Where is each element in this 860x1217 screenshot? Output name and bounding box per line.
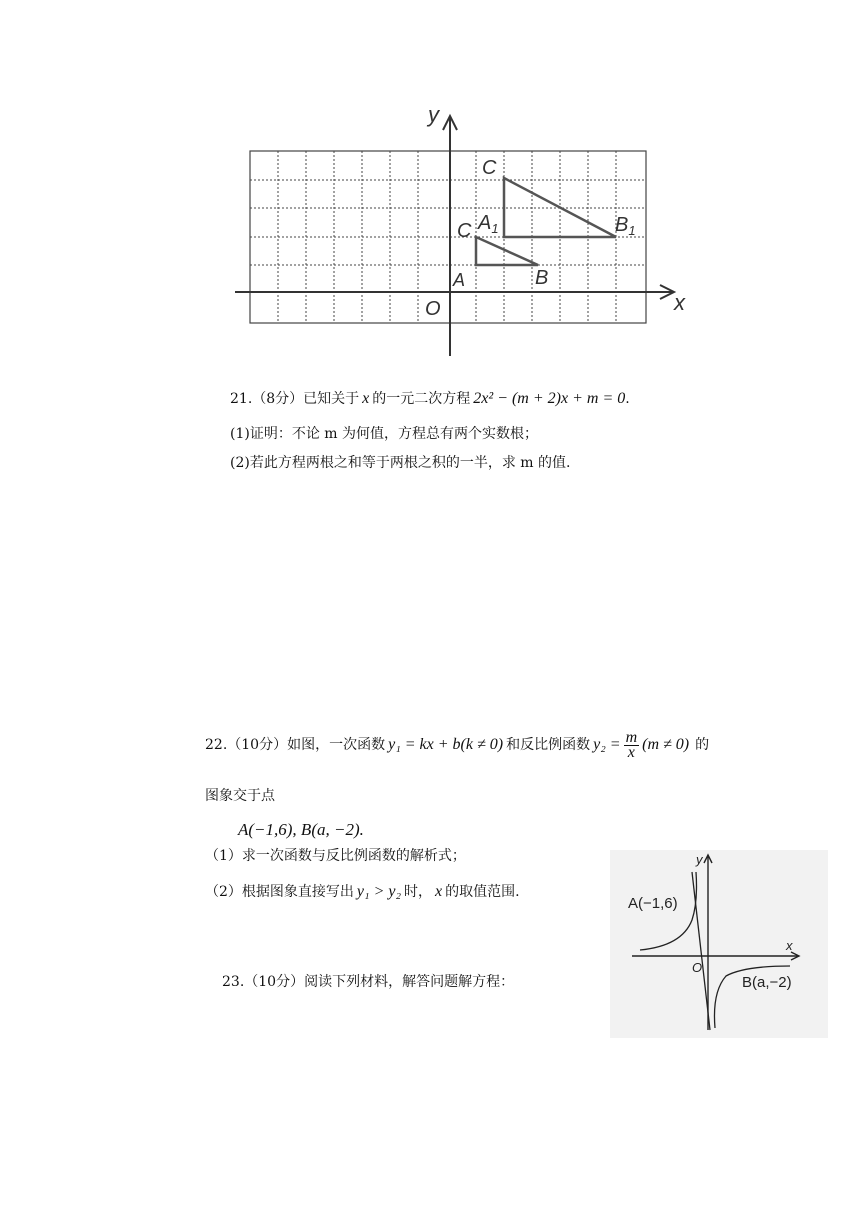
q22-fraction: $\frac{m}{x}$ — [625, 728, 638, 761]
function-graph — [610, 850, 828, 1038]
q21-equation: 2x² − (m + 2)x + m = 0 — [473, 390, 626, 407]
label-origin: O — [425, 298, 441, 320]
q23-stem: 23.（10分）阅读下列材料，解答问题解方程： — [222, 974, 515, 990]
q21-part2: (2)若此方程两根之和等于两根之积的一半，求 m 的值. — [230, 455, 571, 471]
graph-label-b: B(a,−2) — [742, 974, 792, 991]
label-b: B — [535, 267, 549, 289]
q22-part2: （2）根据图象直接写出 y₁ > y₂ 时， x 的取值范围. — [205, 883, 520, 900]
q21-part1: (1)证明：不论 m 为何值，方程总有两个实数根； — [230, 426, 539, 442]
q21-stem: 21.（8分）已知关于 x 的一元二次方程 2x² − (m + 2)x + m = 0. — [230, 390, 630, 407]
grid-figure — [230, 98, 690, 360]
label-x: x — [674, 290, 685, 315]
graph-label-a: A(−1,6) — [628, 895, 678, 912]
triangle-abc — [476, 237, 538, 265]
q22-line2: 图象交于点 — [205, 788, 275, 804]
label-a1: $A_1$ — [478, 212, 499, 236]
q22-part1: （1）求一次函数与反比例函数的解析式； — [205, 848, 466, 864]
q22-points: A(−1,6), B(a, −2). — [238, 820, 364, 839]
q22-stem: 22.（10分）如图，一次函数 y₁ = kx + b(k ≠ 0) 和反比例函数 y₂ = $\frac{m}{x}$ (m ≠ 0) 的 — [205, 728, 710, 761]
graph-label-x: x — [786, 938, 793, 953]
label-c1: C — [482, 157, 497, 179]
label-a: A — [453, 270, 466, 290]
graph-label-y: y — [696, 852, 703, 867]
label-y: y — [428, 102, 439, 127]
q22-linear: y₁ = kx + b(k ≠ 0) — [388, 736, 504, 753]
label-b1: $B_1$ — [615, 214, 636, 238]
label-c: C — [457, 220, 472, 242]
graph-label-origin: O — [692, 960, 703, 975]
